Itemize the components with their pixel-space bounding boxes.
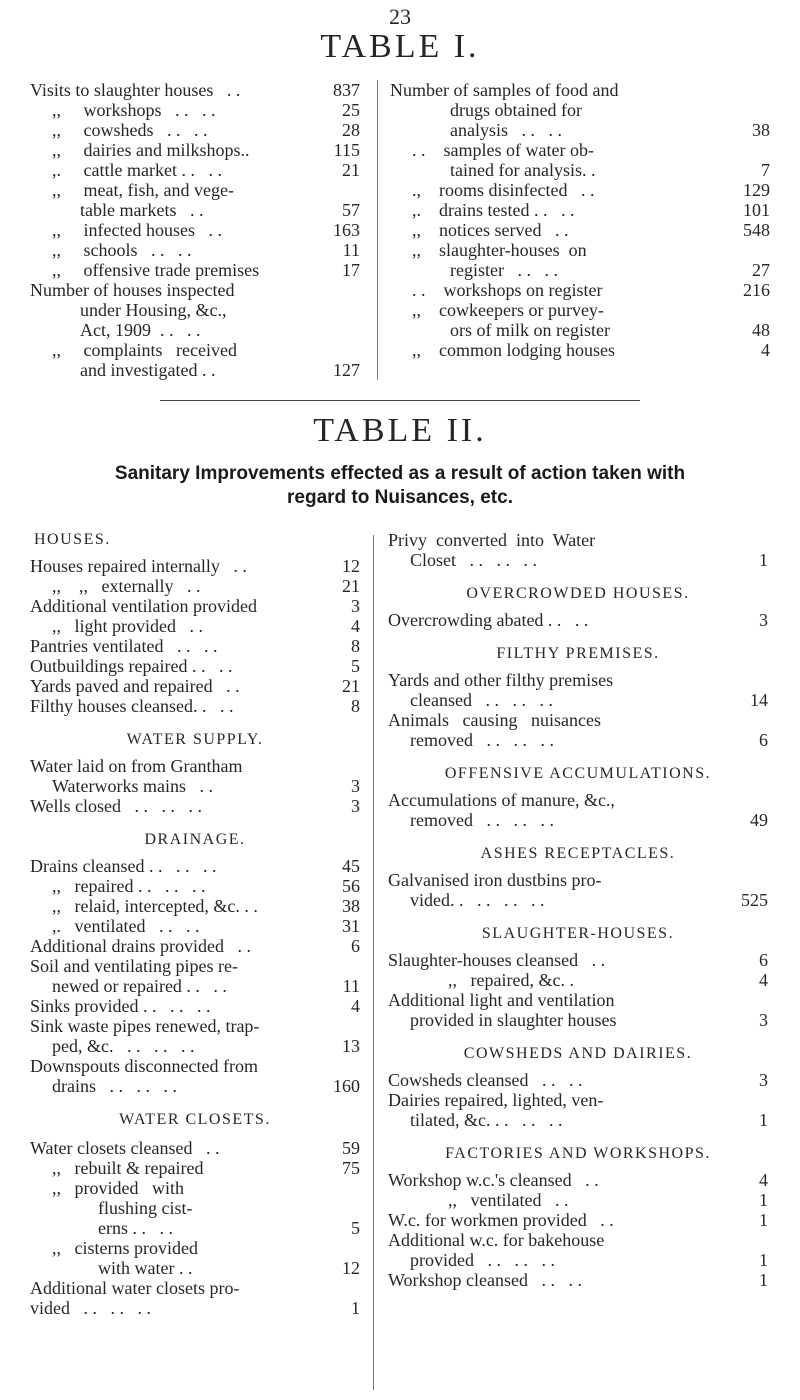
table-row: ,, provided with <box>52 1178 184 1198</box>
table-row: ,, cisterns provided <box>52 1238 198 1258</box>
table-row: ors of milk on register 48 <box>450 320 770 340</box>
table-2-right-column <box>388 530 768 1290</box>
table-1-right-column <box>390 80 770 360</box>
table-row: Additional water closets pro- <box>30 1278 240 1298</box>
table-1-left-column <box>30 80 360 380</box>
section-heading-drainage: DRAINAGE. <box>144 831 246 848</box>
table-row: ,, common lodging houses 4 <box>412 340 770 360</box>
table-1-column-divider <box>377 80 378 380</box>
table-row: vided. . . . . . . . 525 <box>410 890 768 910</box>
table-2-title: TABLE II. <box>313 412 487 449</box>
table-row: Workshop cleansed . . . . 1 <box>388 1270 768 1290</box>
table-row: Additional ventilation provided 3 <box>30 596 360 616</box>
table-row: Yards paved and repaired . . 21 <box>30 676 360 696</box>
table-row: Filthy houses cleansed. . . . 8 <box>30 696 360 716</box>
table-row: Downspouts disconnected from <box>30 1056 258 1076</box>
table-row: ,, cowkeepers or purvey- <box>412 300 604 320</box>
section-heading-slaughter-houses: SLAUGHTER-HOUSES. <box>481 925 675 942</box>
table-row: under Housing, &c., <box>80 300 227 320</box>
table-row: Cowsheds cleansed . . . . 3 <box>388 1070 768 1090</box>
table-row: ,, dairies and milkshops.. 115 <box>52 140 360 160</box>
table-row: ,, ventilated . . 1 <box>448 1190 768 1210</box>
table-row: drains . . . . . . 160 <box>52 1076 360 1096</box>
table-row: vided . . . . . . 1 <box>30 1298 360 1318</box>
section-heading-water-supply: WATER SUPPLY. <box>126 731 264 748</box>
table-row: ,, infected houses . . 163 <box>52 220 360 240</box>
section-heading-houses: HOUSES. <box>34 531 111 548</box>
table-row: Yards and other filthy premises <box>388 670 614 690</box>
table-row: flushing cist- <box>98 1198 193 1218</box>
table-row: ., rooms disinfected . . 129 <box>412 180 770 200</box>
table-row: Slaughter-houses cleansed . . 6 <box>388 950 768 970</box>
table-row: ,, cowsheds . . . . 28 <box>52 120 360 140</box>
section-heading-overcrowded-houses: OVERCROWDED HOUSES. <box>466 585 690 602</box>
table-row: table markets . . 57 <box>80 200 360 220</box>
table-row: ,, offensive trade premises 17 <box>52 260 360 280</box>
table-row: Animals causing nuisances <box>388 710 601 730</box>
table-row: Workshop w.c.'s cleansed . . 4 <box>388 1170 768 1190</box>
table-row: Overcrowding abated . . . . 3 <box>388 610 768 630</box>
table-row: Galvanised iron dustbins pro- <box>388 870 602 890</box>
table-row: Additional w.c. for bakehouse <box>388 1230 605 1250</box>
table-row: Soil and ventilating pipes re- <box>30 956 238 976</box>
table-row: ped, &c. . . . . . . 13 <box>52 1036 360 1056</box>
table-row: ,, ,, externally . . 21 <box>52 576 360 596</box>
table-row: analysis . . . . 38 <box>450 120 770 140</box>
table-row: Act, 1909 . . . . <box>80 320 201 340</box>
table-1-title: TABLE I. <box>320 28 480 65</box>
table-row: ,, meat, fish, and vege- <box>52 180 234 200</box>
table-row: Visits to slaughter houses . . 837 <box>30 80 360 100</box>
section-heading-filthy-premises: FILTHY PREMISES. <box>496 645 660 662</box>
section-heading-offensive-accumulations: OFFENSIVE ACCUMULATIONS. <box>444 765 712 782</box>
table-row: tained for analysis. . 7 <box>450 160 770 180</box>
table-row: ,, schools . . . . 11 <box>52 240 360 260</box>
table-row: W.c. for workmen provided . . 1 <box>388 1210 768 1230</box>
table-row: register . . . . 27 <box>450 260 770 280</box>
table-row: ,, repaired . . . . . . 56 <box>52 876 360 896</box>
section-divider <box>160 400 640 401</box>
page-number: 23 <box>389 4 411 29</box>
table-row: Waterworks mains . . 3 <box>52 776 360 796</box>
table-2-left-column <box>30 530 360 1318</box>
table-row: Privy converted into Water <box>388 530 596 550</box>
table-row: newed or repaired . . . . 11 <box>52 976 360 996</box>
table-row: Water closets cleansed . . 59 <box>30 1138 360 1158</box>
table-row: Additional drains provided . . 6 <box>30 936 360 956</box>
table-row: provided in slaughter houses 3 <box>410 1010 768 1030</box>
table-row: Additional light and ventilation <box>388 990 615 1010</box>
table-row: removed . . . . . . 49 <box>410 810 768 830</box>
table-row: Closet . . . . . . 1 <box>410 550 768 570</box>
table-row: Sink waste pipes renewed, trap- <box>30 1016 260 1036</box>
table-row: cleansed . . . . . . 14 <box>410 690 768 710</box>
table-row: ,, slaughter-houses on <box>412 240 587 260</box>
table-row: . . samples of water ob- <box>412 140 594 160</box>
table-row: ,, light provided . . 4 <box>52 616 360 636</box>
section-heading-water-closets: WATER CLOSETS. <box>119 1111 271 1128</box>
table-row: Dairies repaired, lighted, ven- <box>388 1090 604 1110</box>
table-row: Number of houses inspected <box>30 280 235 300</box>
table-row: ,, complaints received <box>52 340 237 360</box>
table-row: with water . . 12 <box>98 1258 360 1278</box>
table-row: Houses repaired internally . . 12 <box>30 556 360 576</box>
table-row: ,. cattle market . . . . 21 <box>52 160 360 180</box>
section-heading-factories-and-workshops: FACTORIES AND WORKSHOPS. <box>445 1145 711 1162</box>
table-row: drugs obtained for <box>450 100 582 120</box>
table-row: Wells closed . . . . . . 3 <box>30 796 360 816</box>
table-2-subtitle-line-2: regard to Nuisances, etc. <box>287 487 513 508</box>
table-row: Pantries ventilated . . . . 8 <box>30 636 360 656</box>
table-row: ,, relaid, intercepted, &c. . . 38 <box>52 896 360 916</box>
table-row: tilated, &c. . . . . . . 1 <box>410 1110 768 1130</box>
section-heading-cowsheds-and-dairies: COWSHEDS AND DAIRIES. <box>463 1045 693 1062</box>
table-2-column-divider <box>373 535 374 1390</box>
table-2-subtitle-line-1: Sanitary Improvements effected as a result of action taken with <box>114 463 686 484</box>
table-row: . . workshops on register 216 <box>412 280 770 300</box>
table-row: Number of samples of food and <box>390 80 619 100</box>
table-row: ,. drains tested . . . . 101 <box>412 200 770 220</box>
section-heading-ashes-receptacles: ASHES RECEPTACLES. <box>480 845 676 862</box>
table-row: ,, workshops . . . . 25 <box>52 100 360 120</box>
table-row: Accumulations of manure, &c., <box>388 790 615 810</box>
table-row: and investigated . . 127 <box>80 360 360 380</box>
table-row: Water laid on from Grantham <box>30 756 243 776</box>
table-row: ,, repaired, &c. . 4 <box>448 970 768 990</box>
table-row: removed . . . . . . 6 <box>410 730 768 750</box>
table-row: ,, notices served . . 548 <box>412 220 770 240</box>
table-row: Outbuildings repaired . . . . 5 <box>30 656 360 676</box>
table-row: Drains cleansed . . . . . . 45 <box>30 856 360 876</box>
table-row: provided . . . . . . 1 <box>410 1250 768 1270</box>
table-row: ,. ventilated . . . . 31 <box>52 916 360 936</box>
table-row: erns . . . . 5 <box>98 1218 360 1238</box>
table-row: Sinks provided . . . . . . 4 <box>30 996 360 1016</box>
table-row: ,, rebuilt & repaired 75 <box>52 1158 360 1178</box>
